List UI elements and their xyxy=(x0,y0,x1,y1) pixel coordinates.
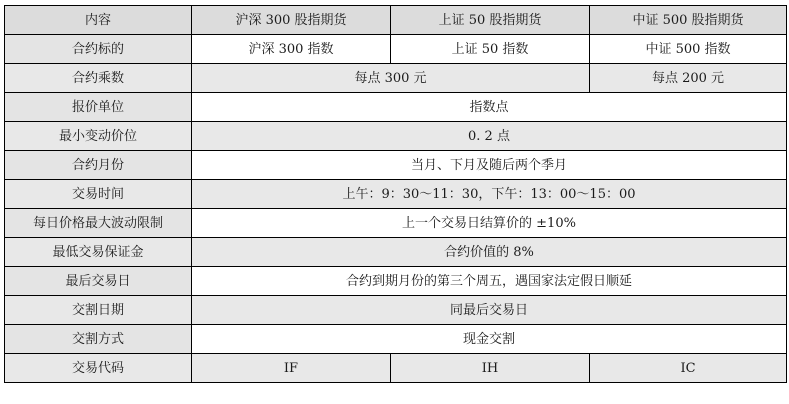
delivery-method-value: 现金交割 xyxy=(192,325,787,354)
table-row-price-limit xyxy=(5,209,787,238)
row-label-delivery-date: 交割日期 xyxy=(5,296,192,325)
table-row-underlying xyxy=(5,35,787,64)
row-label-tick-size: 最小变动价位 xyxy=(5,122,192,151)
table-row-delivery-date xyxy=(5,296,787,325)
underlying-sse50: 上证 50 指数 xyxy=(391,35,590,64)
table-row-quote-unit xyxy=(5,93,787,122)
header-label: 内容 xyxy=(5,6,192,35)
table-row-trading-hours xyxy=(5,180,787,209)
header-csi500: 中证 500 股指期货 xyxy=(590,6,787,35)
ticker-csi300: IF xyxy=(192,354,391,383)
table-row-header xyxy=(5,6,787,35)
row-label-underlying: 合约标的 xyxy=(5,35,192,64)
header-csi300: 沪深 300 股指期货 xyxy=(192,6,391,35)
last-trading-day-value: 合约到期月份的第三个周五，遇国家法定假日顺延 xyxy=(192,267,787,296)
ticker-sse50: IH xyxy=(391,354,590,383)
table-row-min-margin xyxy=(5,238,787,267)
table-row-multiplier xyxy=(5,64,787,93)
quote-unit-value: 指数点 xyxy=(192,93,787,122)
row-label-last-trading-day: 最后交易日 xyxy=(5,267,192,296)
row-label-delivery-method: 交割方式 xyxy=(5,325,192,354)
underlying-csi500: 中证 500 指数 xyxy=(590,35,787,64)
row-label-contract-months: 合约月份 xyxy=(5,151,192,180)
multiplier-csi300-sse50: 每点 300 元 xyxy=(192,64,590,93)
row-label-min-margin: 最低交易保证金 xyxy=(5,238,192,267)
delivery-date-value: 同最后交易日 xyxy=(192,296,787,325)
contract-months-value: 当月、下月及随后两个季月 xyxy=(192,151,787,180)
table-row-last-trading-day xyxy=(5,267,787,296)
trading-hours-value: 上午：9：30～11：30，下午：13：00～15：00 xyxy=(192,180,787,209)
row-label-multiplier: 合约乘数 xyxy=(5,64,192,93)
table-row-ticker xyxy=(5,354,787,383)
tick-size-value: 0. 2 点 xyxy=(192,122,787,151)
table-row-contract-months xyxy=(5,151,787,180)
multiplier-csi500: 每点 200 元 xyxy=(590,64,787,93)
min-margin-value: 合约价值的 8% xyxy=(192,238,787,267)
table-row-tick-size xyxy=(5,122,787,151)
row-label-ticker: 交易代码 xyxy=(5,354,192,383)
underlying-csi300: 沪深 300 指数 xyxy=(192,35,391,64)
table-row-delivery-method xyxy=(5,325,787,354)
price-limit-value: 上一个交易日结算价的 ±10% xyxy=(192,209,787,238)
row-label-quote-unit: 报价单位 xyxy=(5,93,192,122)
futures-spec-table xyxy=(4,5,787,383)
ticker-csi500: IC xyxy=(590,354,787,383)
row-label-price-limit: 每日价格最大波动限制 xyxy=(5,209,192,238)
header-sse50: 上证 50 股指期货 xyxy=(391,6,590,35)
row-label-trading-hours: 交易时间 xyxy=(5,180,192,209)
